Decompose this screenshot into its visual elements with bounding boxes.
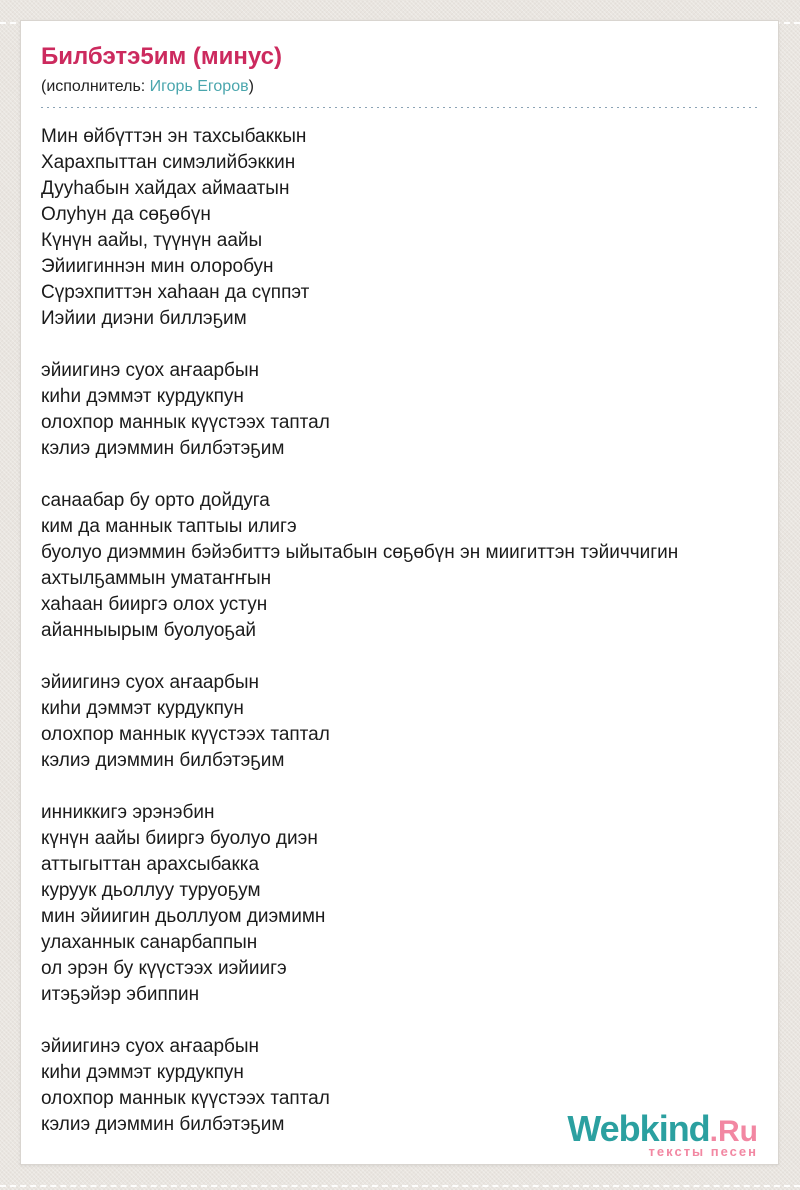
lyric-line: киһи дэммэт курдукпун (41, 386, 244, 407)
lyric-line: санаабар бу орто дойдуга (41, 490, 270, 511)
lyric-line: куруук дьоллуу туруоҕум (41, 880, 261, 901)
lyric-line: Сүрэхпиттэн хаһаан да сүппэт (41, 282, 310, 303)
lyric-line: Харахпыттан симэлийбэккин (41, 152, 296, 173)
artist-label-close: ) (248, 78, 254, 95)
lyrics (41, 124, 758, 1138)
lyric-line: эйиигинэ суох аҥаарбын (41, 1036, 260, 1057)
stanza (41, 488, 758, 644)
lyric-line: кэлиэ диэммин билбэтэҕим (41, 750, 285, 771)
lyric-line: кэлиэ диэммин билбэтэҕим (41, 1114, 285, 1135)
lyric-line: Эйиигиннэн мин олоробун (41, 256, 274, 277)
lyric-line: ол эрэн бу күүстээх иэйиигэ (41, 958, 287, 979)
webkind-logo-text (567, 1108, 758, 1149)
lyric-line: аттыгыттан арахсыбакка (41, 854, 260, 875)
artist-link[interactable]: Игорь Егоров (149, 78, 249, 95)
lyric-line: эйиигинэ суох аҥаарбын (41, 360, 260, 381)
lyric-line: буолуо диэммин бэйэбиттэ ыйытабын сөҕөбүн эн миигиттэн тэйиччигин (41, 542, 679, 563)
lyric-line: ким да маннык таптыы илигэ (41, 516, 297, 537)
logo-tagline: тексты песен (648, 1144, 758, 1159)
lyric-line: кэлиэ диэммин билбэтэҕим (41, 438, 285, 459)
lyric-line: олохпор маннык күүстээх таптал (41, 1088, 330, 1109)
lyric-line: киһи дэммэт курдукпун (41, 1062, 244, 1083)
lyric-line: Олуһун да сөҕөбүн (41, 204, 211, 225)
lyric-line: хаһаан бииргэ олох устун (41, 594, 268, 615)
header-separator (41, 107, 760, 108)
lyric-line: олохпор маннык күүстээх таптал (41, 724, 330, 745)
song-title: Билбэтэ5им (минус) (41, 43, 282, 70)
perforation-bottom-edge (0, 1185, 800, 1187)
lyric-line: улаханнык санарбаппын (41, 932, 258, 953)
webkind-logo-link[interactable] (567, 1108, 758, 1159)
artist-line (41, 77, 758, 97)
lyric-line: Дууһабын хайдах аймаатын (41, 178, 290, 199)
stanza (41, 358, 758, 462)
lyric-line: Күнүн аайы, түүнүн аайы (41, 230, 263, 251)
lyric-line: инниккигэ эрэнэбин (41, 802, 215, 823)
lyric-line: итэҕэйэр эбиппин (41, 984, 200, 1005)
lyric-line: эйиигинэ суох аҥаарбын (41, 672, 260, 693)
lyric-line: айанныырым буолуоҕай (41, 620, 257, 641)
lyric-line: Мин өйбүттэн эн тахсыбаккын (41, 126, 307, 147)
lyrics-card (20, 20, 779, 1165)
artist-label: (исполнитель: (41, 78, 150, 95)
lyric-line: ахтылҕаммын уматаҥҥын (41, 568, 272, 589)
lyric-line: киһи дэммэт курдукпун (41, 698, 244, 719)
lyric-line: Иэйии диэни биллэҕим (41, 308, 247, 329)
lyric-line: олохпор маннык күүстээх таптал (41, 412, 330, 433)
lyric-line: мин эйиигин дьоллуом диэмимн (41, 906, 326, 927)
logo-wordmark: Webkind (567, 1108, 710, 1149)
lyric-line: күнүн аайы бииргэ буолуо диэн (41, 828, 318, 849)
logo-domain-suffix: .Ru (709, 1115, 758, 1148)
stanza (41, 800, 758, 1008)
stanza (41, 124, 758, 332)
stanza (41, 670, 758, 774)
